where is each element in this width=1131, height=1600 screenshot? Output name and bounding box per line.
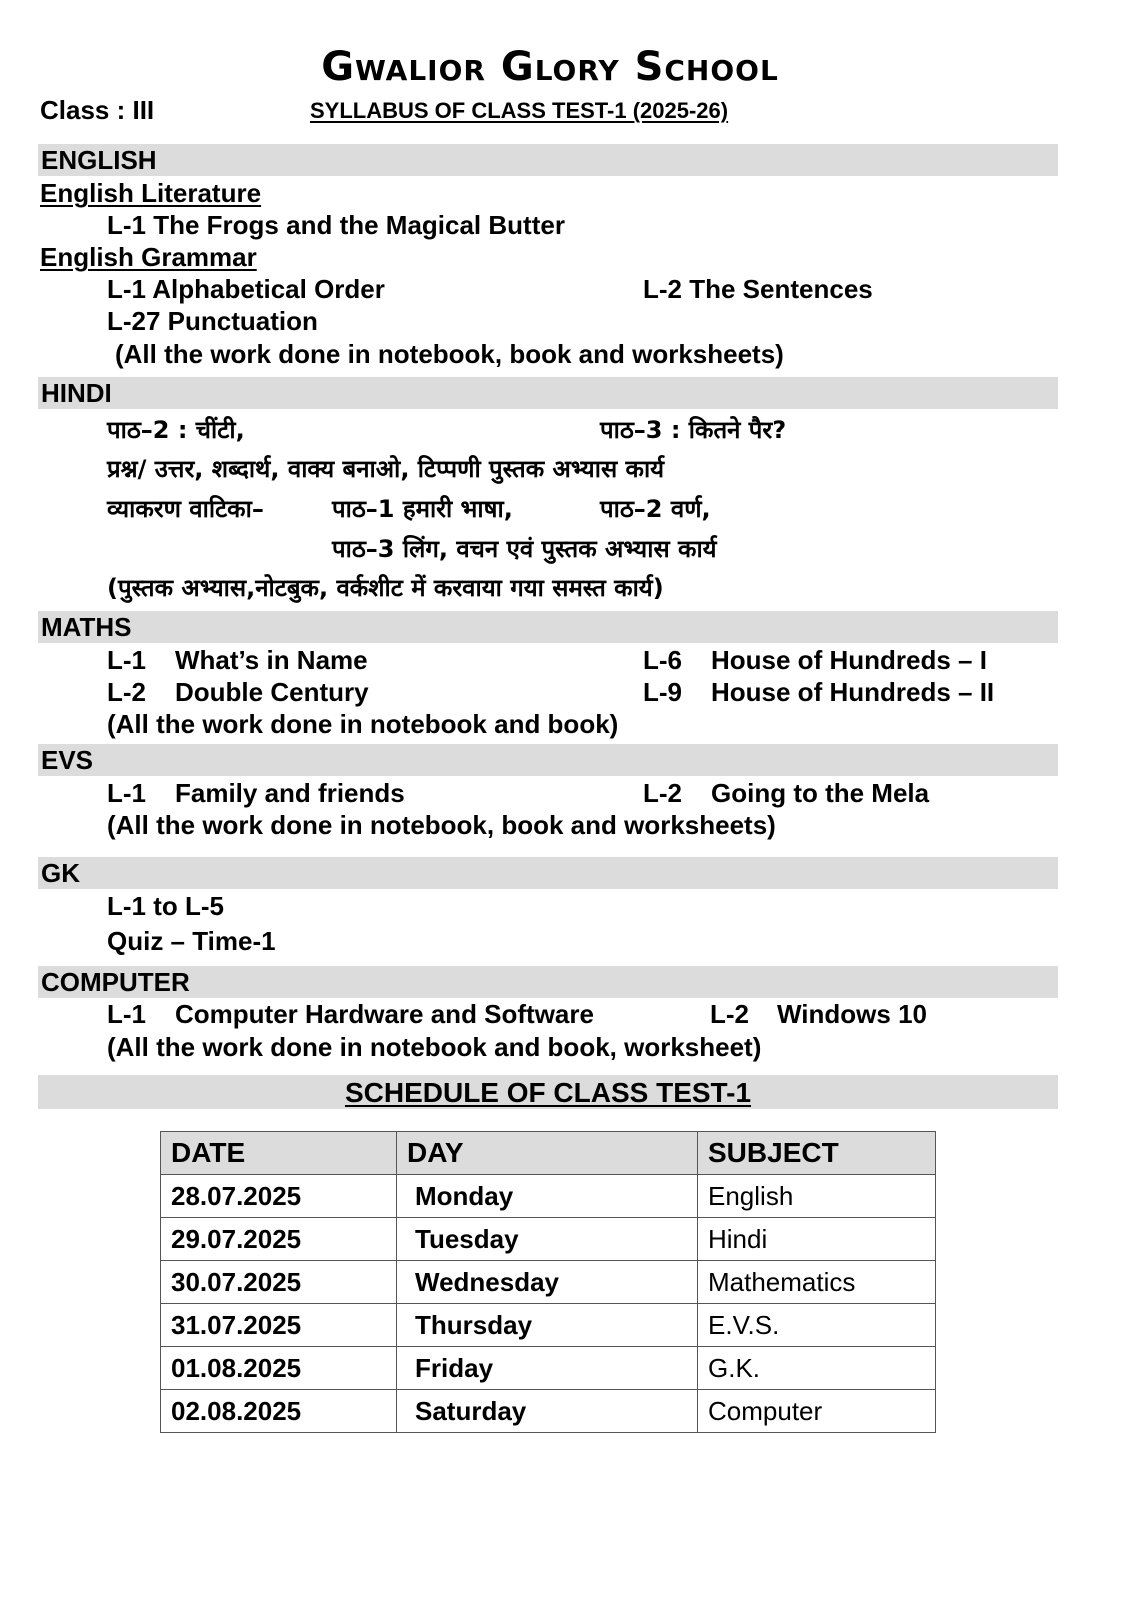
hindi-grammar-lesson-2: पाठ–2 वर्ण, bbox=[600, 495, 711, 523]
schedule-heading: SCHEDULE OF CLASS TEST-1 bbox=[344, 1077, 752, 1108]
cell-date: 01.08.2025 bbox=[161, 1347, 397, 1390]
hindi-grammar-lesson-3: पाठ–3 लिंग, वचन एवं पुस्तक अभ्यास कार्य bbox=[332, 535, 717, 563]
gk-quiz: Quiz – Time-1 bbox=[107, 926, 276, 956]
cell-day: Thursday bbox=[397, 1304, 698, 1347]
cell-date: 28.07.2025 bbox=[161, 1175, 397, 1218]
section-heading-maths: MATHS bbox=[41, 612, 132, 642]
hindi-exercise-line: प्रश्न/ उत्तर, शब्दार्थ, वाक्य बनाओ, टिप्पणी पुस्तक अभ्यास कार्य bbox=[107, 455, 665, 483]
table-row bbox=[161, 1261, 936, 1304]
maths-lesson-9-code: L-9 bbox=[643, 677, 682, 707]
cell-subject: G.K. bbox=[698, 1347, 936, 1390]
cell-subject: E.V.S. bbox=[698, 1304, 936, 1347]
english-literature-heading: English Literature bbox=[40, 178, 262, 208]
hindi-lesson-2: पाठ–2 : चींटी, bbox=[107, 416, 245, 444]
cell-date: 02.08.2025 bbox=[161, 1390, 397, 1433]
cell-subject: Mathematics bbox=[698, 1261, 936, 1304]
table-row bbox=[161, 1304, 936, 1347]
maths-lesson-6-code: L-6 bbox=[643, 645, 682, 675]
column-header-day: DAY bbox=[397, 1132, 698, 1175]
english-note: (All the work done in notebook, book and worksheets) bbox=[115, 339, 784, 369]
section-bar-english bbox=[38, 144, 1058, 176]
table-row bbox=[161, 1175, 936, 1218]
table-row bbox=[161, 1218, 936, 1261]
evs-lesson-2-title: Going to the Mela bbox=[711, 778, 930, 808]
maths-lesson-1-title: What’s in Name bbox=[175, 645, 368, 675]
cell-day: Friday bbox=[397, 1347, 698, 1390]
cell-date: 29.07.2025 bbox=[161, 1218, 397, 1261]
maths-lesson-2-code: L-2 bbox=[107, 677, 146, 707]
maths-lesson-1-code: L-1 bbox=[107, 645, 146, 675]
hindi-grammar-label: व्याकरण वाटिका– bbox=[107, 495, 264, 523]
column-header-date: DATE bbox=[161, 1132, 397, 1175]
syllabus-title: SYLLABUS OF CLASS TEST-1 (2025-26) bbox=[310, 98, 729, 123]
english-grammar-lesson-1: L-1 Alphabetical Order bbox=[107, 274, 385, 304]
cell-day: Saturday bbox=[397, 1390, 698, 1433]
section-heading-hindi: HINDI bbox=[41, 378, 112, 408]
section-bar-evs bbox=[38, 744, 1058, 776]
class-label: Class : III bbox=[40, 95, 155, 125]
section-heading-gk: GK bbox=[41, 858, 80, 888]
cell-day: Monday bbox=[397, 1175, 698, 1218]
section-heading-evs: EVS bbox=[41, 745, 94, 775]
hindi-lesson-3: पाठ–3 : कितने पैर? bbox=[600, 416, 787, 444]
gk-lessons: L-1 to L-5 bbox=[107, 891, 224, 921]
evs-lesson-1-code: L-1 bbox=[107, 778, 146, 808]
cell-day: Wednesday bbox=[397, 1261, 698, 1304]
english-grammar-lesson-2: L-2 The Sentences bbox=[643, 274, 873, 304]
section-bar-hindi bbox=[38, 377, 1058, 409]
cell-date: 31.07.2025 bbox=[161, 1304, 397, 1347]
section-bar-computer bbox=[38, 966, 1058, 998]
cell-subject: English bbox=[698, 1175, 936, 1218]
section-heading-english: ENGLISH bbox=[41, 145, 157, 175]
computer-lesson-1-code: L-1 bbox=[107, 999, 146, 1029]
schedule-table bbox=[160, 1131, 936, 1433]
school-name: Gwalior Glory School bbox=[321, 44, 779, 90]
section-bar-maths bbox=[38, 611, 1058, 643]
evs-lesson-2-code: L-2 bbox=[643, 778, 682, 808]
cell-date: 30.07.2025 bbox=[161, 1261, 397, 1304]
maths-lesson-6-title: House of Hundreds – I bbox=[711, 645, 987, 675]
section-heading-computer: COMPUTER bbox=[41, 967, 190, 997]
section-bar-gk bbox=[38, 857, 1058, 889]
maths-lesson-9-title: House of Hundreds – II bbox=[711, 677, 995, 707]
column-header-subject: SUBJECT bbox=[698, 1132, 936, 1175]
computer-note: (All the work done in notebook and book, worksheet) bbox=[107, 1032, 762, 1062]
hindi-grammar-lesson-1: पाठ–1 हमारी भाषा, bbox=[332, 495, 513, 523]
hindi-note: (पुस्तक अभ्यास,नोटबुक, वर्कशीट में करवाया गया समस्त कार्य) bbox=[107, 574, 664, 602]
table-header-row bbox=[161, 1132, 936, 1175]
computer-lesson-2-title: Windows 10 bbox=[777, 999, 928, 1029]
cell-day: Tuesday bbox=[397, 1218, 698, 1261]
computer-lesson-2-code: L-2 bbox=[710, 999, 749, 1029]
cell-subject: Computer bbox=[698, 1390, 936, 1433]
english-grammar-heading: English Grammar bbox=[40, 242, 257, 272]
maths-note: (All the work done in notebook and book) bbox=[107, 709, 619, 739]
evs-lesson-1-title: Family and friends bbox=[175, 778, 405, 808]
computer-lesson-1-title: Computer Hardware and Software bbox=[175, 999, 594, 1029]
table-row bbox=[161, 1347, 936, 1390]
evs-note: (All the work done in notebook, book and worksheets) bbox=[107, 810, 776, 840]
english-literature-lesson: L-1 The Frogs and the Magical Butter bbox=[107, 210, 565, 240]
english-grammar-lesson-27: L-27 Punctuation bbox=[107, 306, 318, 336]
cell-subject: Hindi bbox=[698, 1218, 936, 1261]
maths-lesson-2-title: Double Century bbox=[175, 677, 369, 707]
table-row bbox=[161, 1390, 936, 1433]
